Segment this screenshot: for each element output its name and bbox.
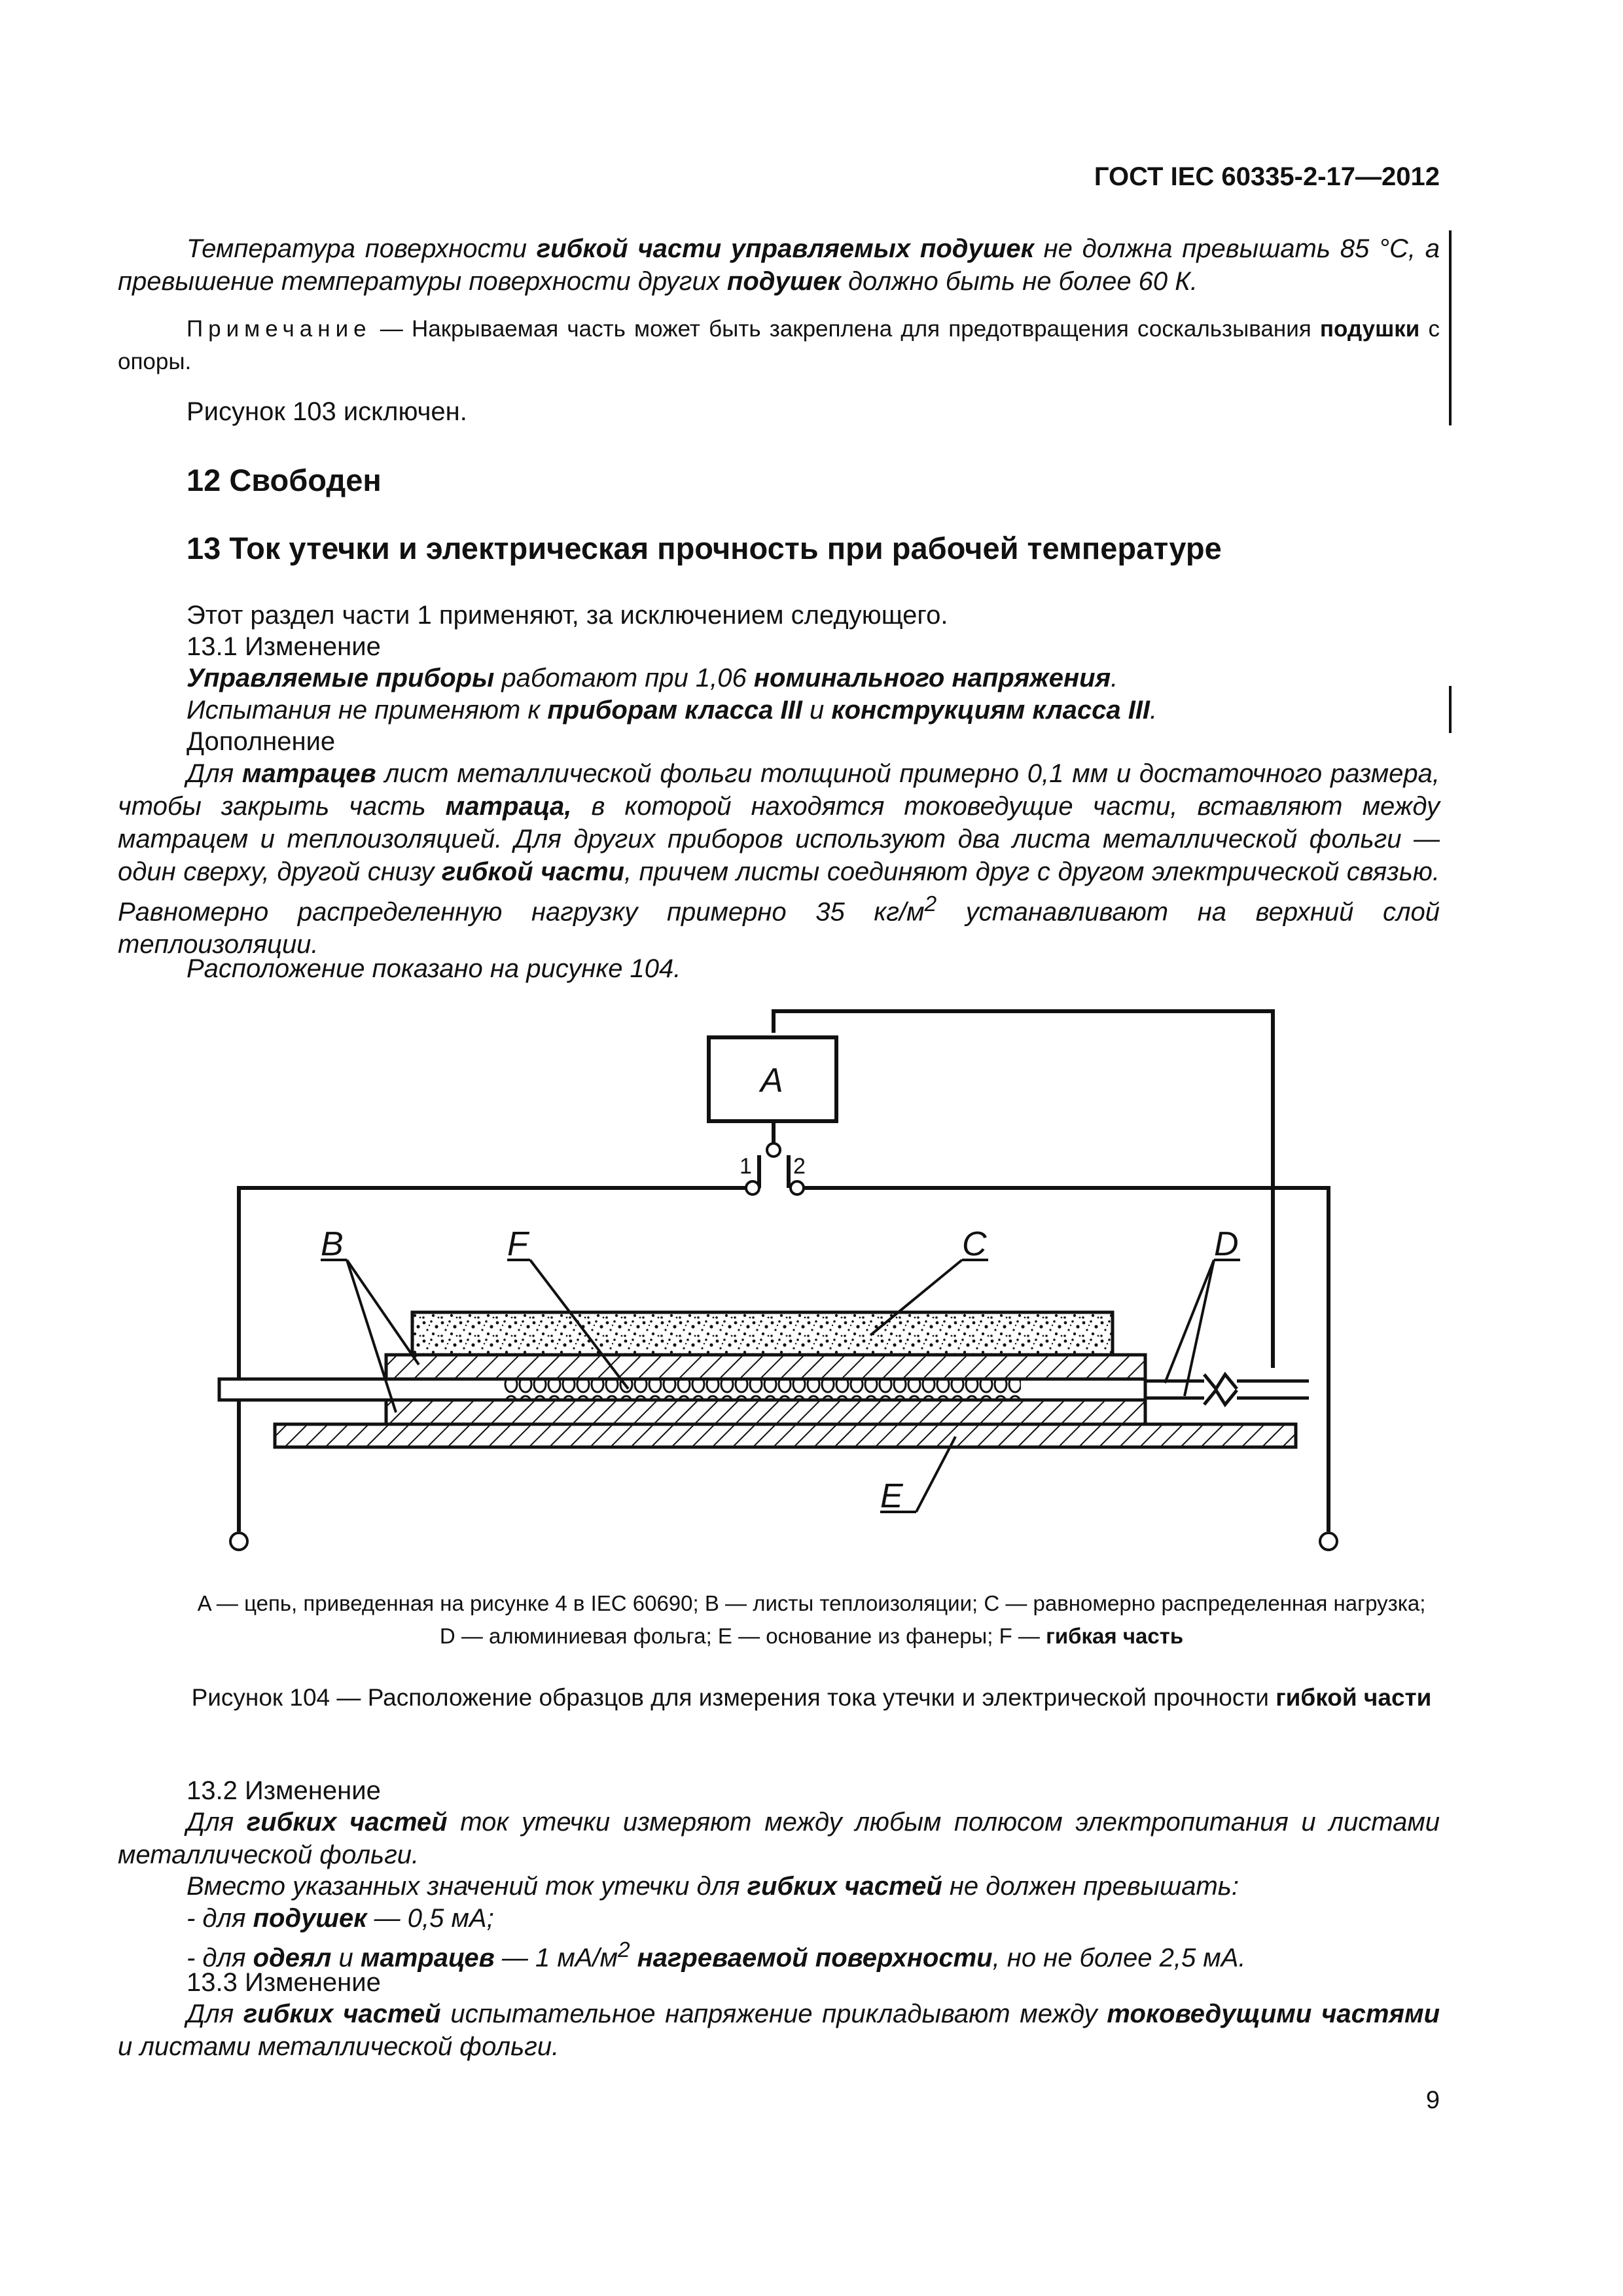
note-paragraph: Примечание — Накрываемая часть может быть закреплена для предотвращения соскальзывания подушки с опоры. [118, 316, 1440, 374]
section-13-heading: 13 Ток утечки и электрическая прочность при рабочей температуре [187, 531, 1222, 565]
subsection-13-1-heading: 13.1 Изменение [187, 632, 381, 661]
test-voltage-paragraph: Для гибких частей испытательное напряжение прикладывают между токоведущими частями и листами металлической фольги. [118, 2000, 1440, 2061]
addition-heading: Дополнение [187, 727, 336, 756]
surface-temperature-paragraph: Температура поверхности гибкой части управляемых подушек не должна превышать 85 °С, а превышение температуры поверхности других подушек должно быть не более 60 К. [118, 234, 1440, 296]
leakage-limit-intro: Вместо указанных значений ток утечки для гибких частей не должен превышать: [187, 1872, 1239, 1901]
leakage-measurement-paragraph: Для гибких частей ток утечки измеряют между любым полюсом электропитания и листами металлической фольги. [118, 1808, 1440, 1869]
layout-reference: Расположение показано на рисунке 104. [187, 954, 681, 983]
page-number: 9 [1425, 2087, 1440, 2114]
legend-line-1: A — цепь, приведенная на рисунке 4 в IEC 60690; B — листы теплоизоляции; C — равномерно распределенная нагрузка; [197, 1591, 1426, 1615]
figure-legend [118, 1587, 1505, 1653]
figure-104-caption: Рисунок 104 — Расположение образцов для измерения тока утечки и электрической прочности гибкой части [191, 1684, 1432, 1711]
label-a: A [760, 1062, 783, 1100]
label-e: E [880, 1477, 903, 1515]
label-d: D [1214, 1225, 1239, 1263]
note-label: Примечание [187, 316, 372, 342]
terminal-1-label: 1 [740, 1154, 752, 1179]
class-iii-line: Испытания не применяют к приборам класса III и конструкциям класса III. [187, 696, 1158, 725]
foil-paragraph: Для матрацев лист металлической фольги толщиной примерно 0,1 мм и достаточного размера, чтобы закрыть часть матраца, в которой находятся токоведущие части, вставляют между матрацем и теплоизоляцией. Для других приборов используют два листа металлической фольги — один сверху, другой снизу гибкой части, причем листы соединяют друг с другом электрической связью. Равномерно распределенную нагрузку примерно 35 $кг/м^2$ устанавливают на верхний слой теплоизоляции. [118, 759, 1440, 960]
document-id: ГОСТ IEC 60335-2-17—2012 [1094, 162, 1440, 191]
figure-103-excluded: Рисунок 103 исключен. [187, 397, 467, 426]
list-item-pads: - для подушек — 0,5 мА; [187, 1904, 494, 1933]
label-f: F [507, 1225, 528, 1263]
section-13-intro: Этот раздел части 1 применяют, за исключением следующего. [187, 601, 948, 630]
label-b: B [321, 1225, 344, 1263]
rated-voltage-line: Управляемые приборы работают при 1,06 номинального напряжения. [187, 664, 1118, 692]
list-item-blankets: - для одеял и матрацев — 1 $мА/м^2$ нагреваемой поверхности, но не более 2,5 мА. [187, 1938, 1246, 1973]
terminal-2-label: 2 [793, 1154, 806, 1179]
section-12-heading: 12 Свободен [187, 463, 382, 497]
label-c: C [962, 1225, 987, 1263]
subsection-13-3-heading: 13.3 Изменение [187, 1968, 381, 1997]
legend-line-2: D — алюминиевая фольга; E — основание из фанеры; F — гибкая часть [439, 1624, 1184, 1648]
subsection-13-2-heading: 13.2 Изменение [187, 1776, 381, 1805]
